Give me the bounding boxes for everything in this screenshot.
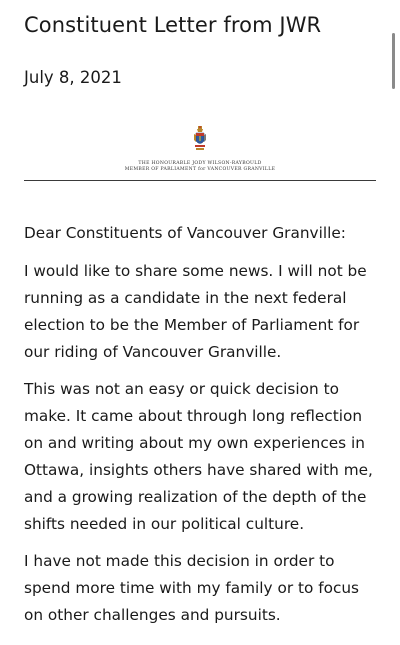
letter-paragraph: I would like to share some news. I will not be running as a candidate in the next federal election to be the Member of Parliament for our riding of Vancouver Granville. <box>24 262 367 361</box>
letter-date: July 8, 2021 <box>24 68 122 87</box>
letterhead-name: THE HONOURABLE JODY WILSON-RAYBOULD <box>138 161 262 166</box>
letterhead-office: MEMBER OF PARLIAMENT for VANCOUVER GRANVILLE <box>124 167 276 172</box>
canadian-coat-of-arms-icon <box>193 126 207 156</box>
page-title: Constituent Letter from JWR <box>24 13 322 37</box>
letter-paragraph: This was not an easy or quick decision to make. It came about through long reflection on and writing about my own experiences in Ottawa, insights others have shared with me, and a growing realization of the depth of the shifts needed in our political culture. <box>24 380 373 533</box>
letterhead <box>24 126 376 181</box>
letter-paragraph: I have not made this decision in order to spend more time with my family or to focus on other challenges and pursuits. <box>24 552 360 624</box>
scrollbar-thumb[interactable] <box>392 33 395 89</box>
letter-greeting: Dear Constituents of Vancouver Granville: <box>24 224 346 242</box>
letter-body <box>24 220 378 639</box>
